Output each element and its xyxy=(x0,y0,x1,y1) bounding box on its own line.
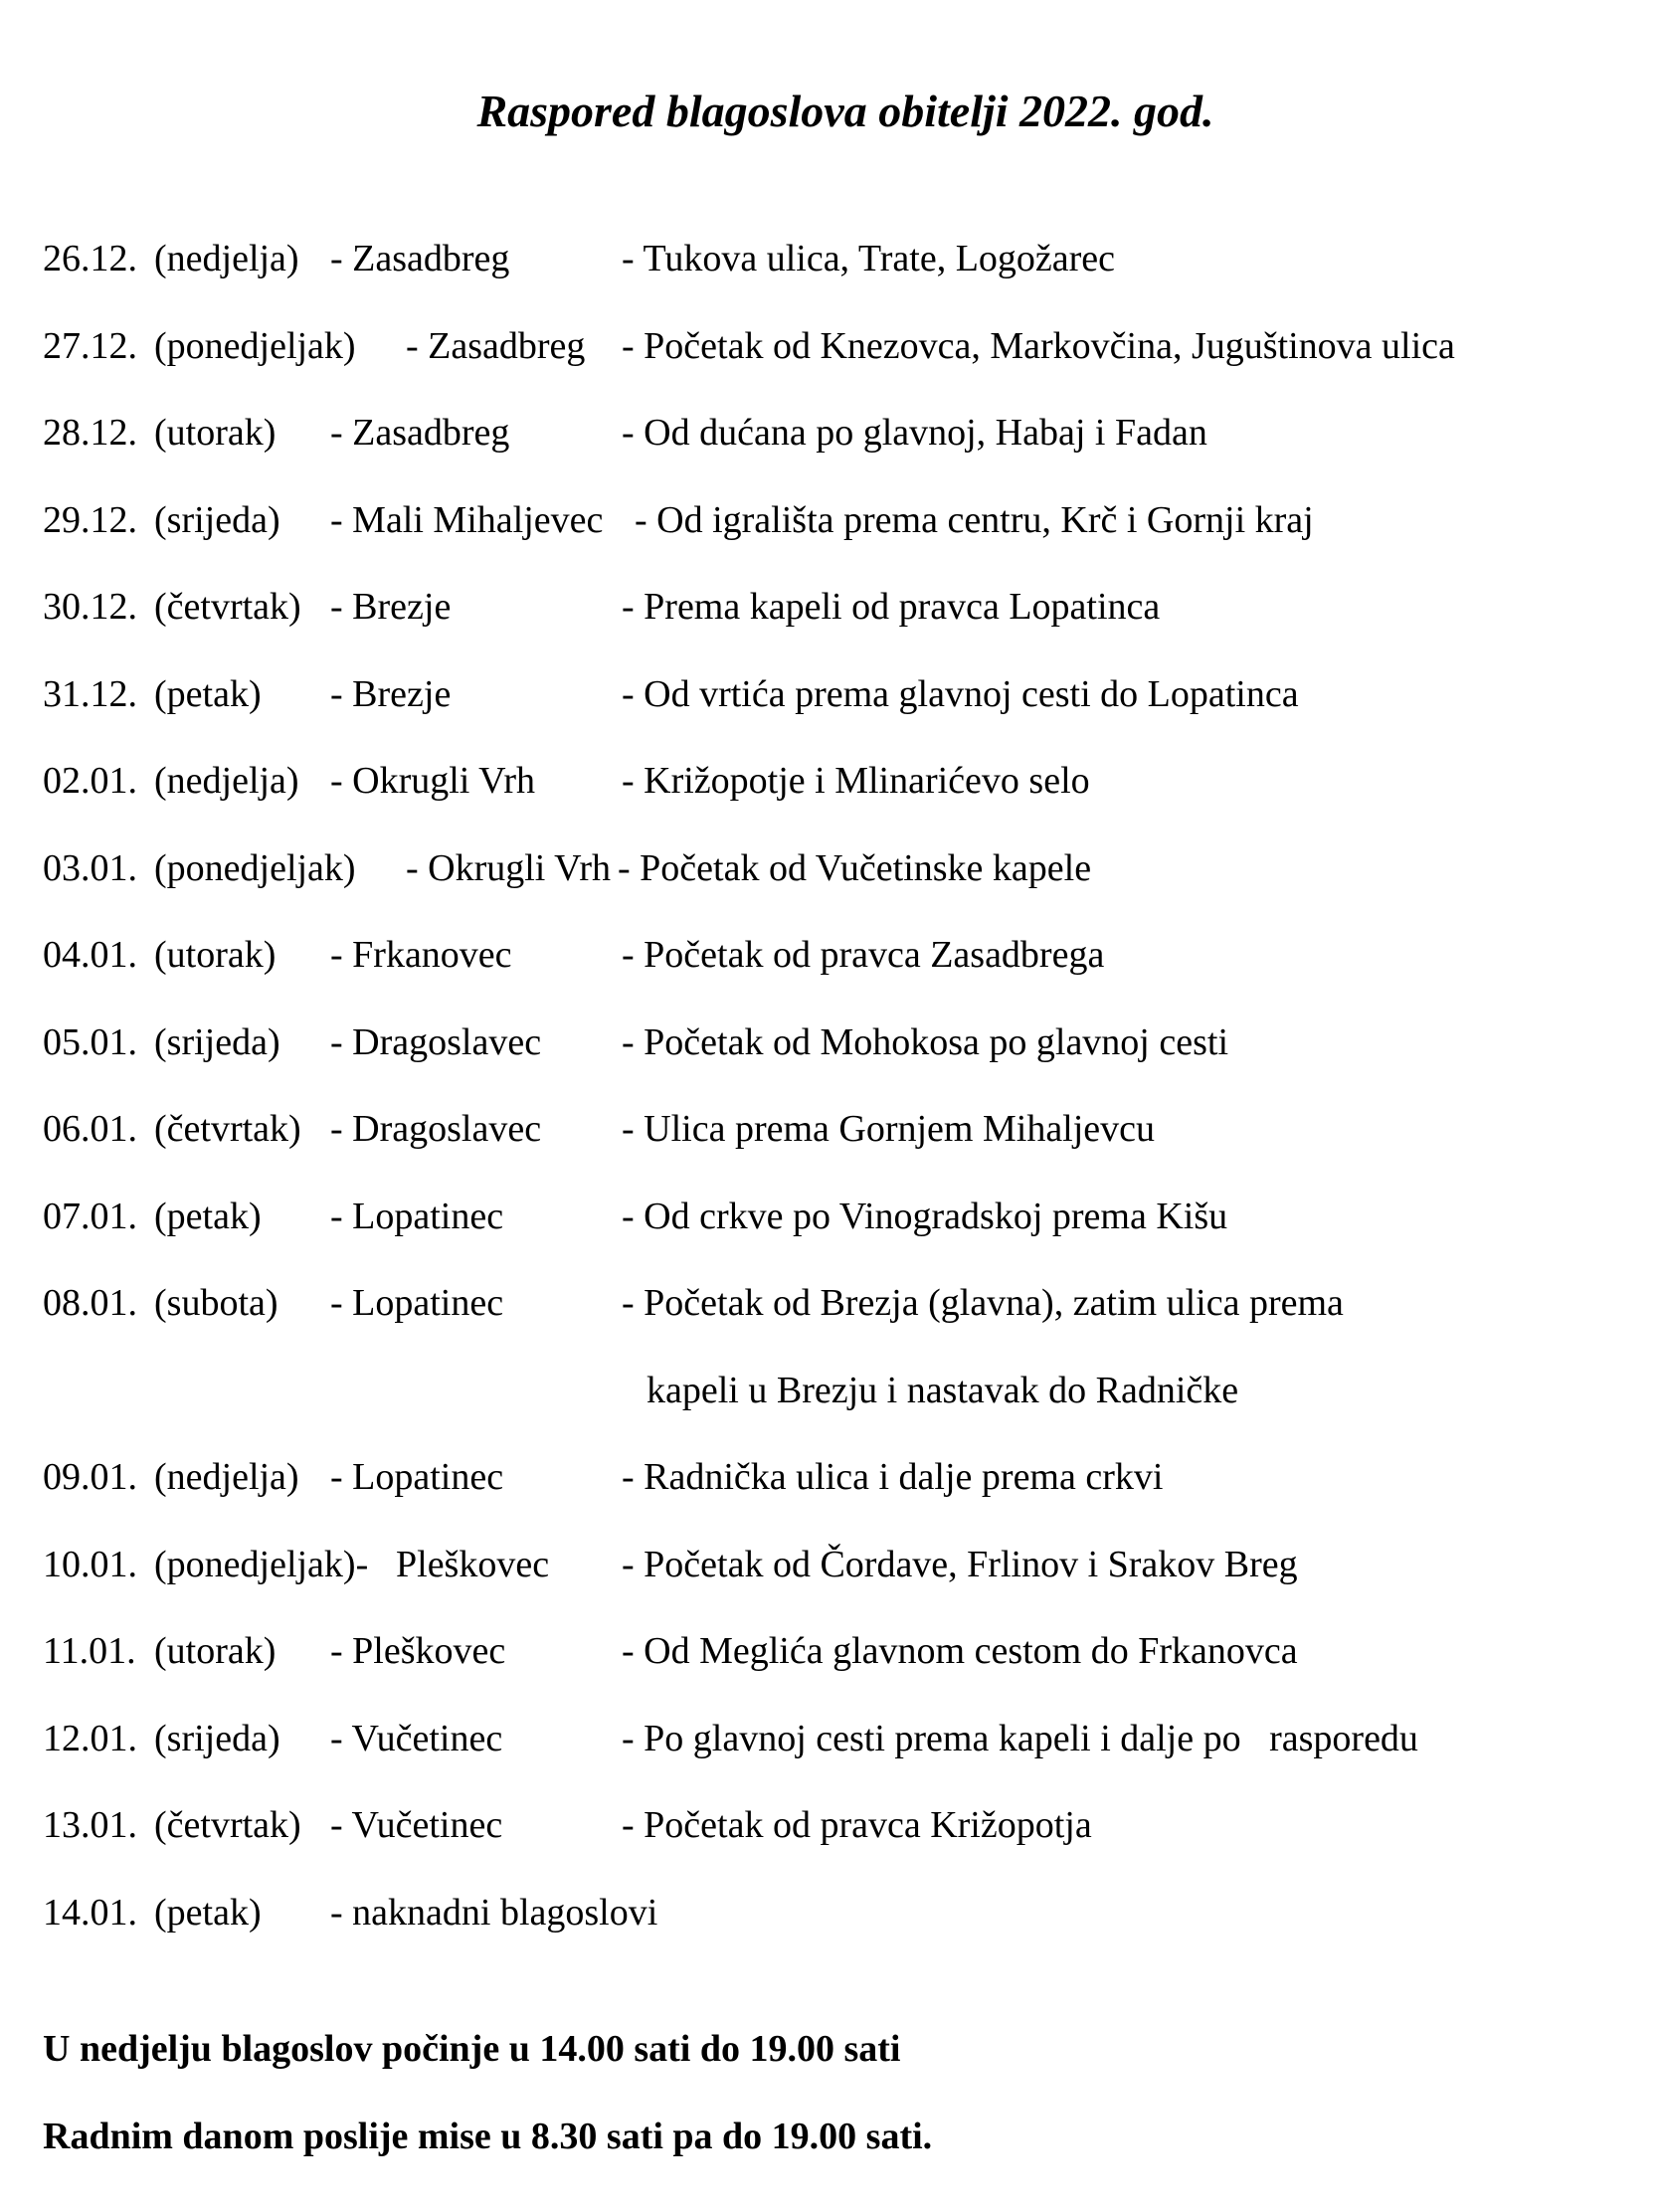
schedule-row xyxy=(43,316,1634,404)
row-day: (subota) xyxy=(154,1282,278,1324)
schedule-row xyxy=(43,1013,1634,1100)
row-day: (petak) xyxy=(154,1195,262,1237)
row-day: (utorak) xyxy=(154,412,277,454)
schedule-row-continuation xyxy=(43,1361,1634,1448)
row-date: 09.01. xyxy=(43,1456,137,1498)
row-date: 06.01. xyxy=(43,1108,137,1150)
row-place: - Zasadbreg xyxy=(330,412,510,454)
row-day: (četvrtak) xyxy=(154,586,301,628)
row-place: - Vučetinec xyxy=(330,1804,503,1846)
row-place: - Lopatinec xyxy=(330,1282,504,1324)
schedule-row xyxy=(43,664,1634,752)
row-date: 05.01. xyxy=(43,1020,137,1063)
row-date: 14.01. xyxy=(43,1891,137,1934)
row-area: - Početak od Mohokosa po glavnoj cesti xyxy=(622,1020,1229,1063)
schedule-row xyxy=(43,1187,1634,1274)
row-place: - Zasadbreg xyxy=(406,324,586,367)
schedule-row xyxy=(43,925,1634,1013)
row-day: (ponedjeljak) xyxy=(154,846,356,889)
schedule-row xyxy=(43,1273,1634,1361)
schedule-row xyxy=(43,1447,1634,1535)
row-date: 29.12. xyxy=(43,498,137,541)
row-place: - Pleškovec xyxy=(330,1630,506,1672)
schedule-row xyxy=(43,1099,1634,1187)
row-area: - Tukova ulica, Trate, Logožarec xyxy=(622,238,1116,279)
row-area: - Od Meglića glavnom cestom do Frkanovca xyxy=(622,1630,1298,1672)
row-date: 30.12. xyxy=(43,586,137,628)
row-day: (ponedjeljak)- xyxy=(154,1543,369,1585)
row-area: - Početak od Čordave, Frlinov i Srakov Breg xyxy=(622,1543,1298,1585)
row-place: - Okrugli Vrh xyxy=(406,846,611,889)
row-area: - Ulica prema Gornjem Mihaljevcu xyxy=(622,1108,1156,1150)
row-date: 02.01. xyxy=(43,760,137,802)
row-date: 31.12. xyxy=(43,672,137,715)
row-place: - Mali Mihaljevec xyxy=(330,498,604,541)
row-day: (utorak) xyxy=(154,934,277,976)
row-place: - Lopatinec xyxy=(330,1456,504,1498)
row-area: - Početak od pravca Zasadbrega xyxy=(622,934,1105,976)
row-date: 07.01. xyxy=(43,1195,137,1237)
row-date: 04.01. xyxy=(43,934,137,976)
workday-time-note: Radnim danom poslije mise u 8.30 sati pa do 19.00 sati. xyxy=(43,2116,933,2157)
schedule-row xyxy=(43,838,1634,926)
row-place: - naknadni blagoslovi xyxy=(330,1891,658,1934)
row-date: 03.01. xyxy=(43,846,137,889)
row-area: - Početak od Brezja (glavna), zatim ulica prema xyxy=(622,1282,1344,1324)
row-day: (srijeda) xyxy=(154,498,280,541)
row-area: - Početak od Vučetinske kapele xyxy=(618,846,1092,889)
row-date: 12.01. xyxy=(43,1717,137,1759)
sunday-time-note: U nedjelju blagoslov počinje u 14.00 sati do 19.00 sati xyxy=(43,2028,901,2070)
row-date: 27.12. xyxy=(43,324,137,367)
row-day: (srijeda) xyxy=(154,1717,280,1759)
row-date: 11.01. xyxy=(43,1630,136,1672)
row-area: kapeli u Brezju i nastavak do Radničke xyxy=(647,1369,1239,1411)
schedule-row xyxy=(43,403,1634,490)
schedule-row xyxy=(43,490,1634,578)
row-area: - Početak od Knezovca, Markovčina, Juguštinova ulica xyxy=(622,324,1455,367)
row-place: - Dragoslavec xyxy=(330,1108,542,1150)
document-title: Raspored blagoslova obitelji 2022. god. xyxy=(476,86,1214,136)
row-area: - Od dućana po glavnoj, Habaj i Fadan xyxy=(622,412,1207,454)
schedule-row xyxy=(43,577,1634,664)
row-date: 10.01. xyxy=(43,1543,137,1585)
row-place: - Frkanovec xyxy=(330,934,512,976)
row-place: - Okrugli Vrh xyxy=(330,760,535,802)
row-area: - Od crkve po Vinogradskoj prema Kišu xyxy=(622,1195,1228,1237)
row-area: - Početak od pravca Križopotja xyxy=(622,1804,1092,1846)
row-place: - Zasadbreg xyxy=(330,238,510,279)
schedule-row xyxy=(43,1795,1634,1883)
row-place: - Lopatinec xyxy=(330,1195,504,1237)
row-area: - Radnička ulica i dalje prema crkvi xyxy=(622,1456,1164,1498)
schedule-list xyxy=(43,229,1634,1969)
row-place: - Dragoslavec xyxy=(330,1020,542,1063)
row-area: - Od igrališta prema centru, Krč i Gornji kraj xyxy=(635,498,1314,541)
row-area: - Od vrtića prema glavnoj cesti do Lopatinca xyxy=(622,672,1299,715)
row-area: - Prema kapeli od pravca Lopatinca xyxy=(622,586,1161,628)
row-place: - Brezje xyxy=(330,586,452,628)
row-date: 26.12. xyxy=(43,238,137,279)
schedule-row xyxy=(43,229,1634,316)
row-day: (petak) xyxy=(154,672,262,715)
schedule-row xyxy=(43,751,1634,838)
row-day: (nedjelja) xyxy=(154,1456,299,1498)
row-day: (petak) xyxy=(154,1891,262,1934)
row-place: - Vučetinec xyxy=(330,1717,503,1759)
row-date: 13.01. xyxy=(43,1804,137,1846)
row-date: 28.12. xyxy=(43,412,137,454)
row-day: (nedjelja) xyxy=(154,238,299,279)
schedule-row xyxy=(43,1535,1634,1622)
row-place: Pleškovec xyxy=(396,1543,550,1585)
row-date: 08.01. xyxy=(43,1282,137,1324)
row-day: (četvrtak) xyxy=(154,1108,301,1150)
schedule-row xyxy=(43,1709,1634,1796)
row-day: (nedjelja) xyxy=(154,760,299,802)
row-day: (srijeda) xyxy=(154,1020,280,1063)
schedule-row xyxy=(43,1621,1634,1709)
row-day: (utorak) xyxy=(154,1630,277,1672)
row-day: (četvrtak) xyxy=(154,1804,301,1846)
schedule-row xyxy=(43,1883,1634,1970)
row-place: - Brezje xyxy=(330,672,452,715)
row-day: (ponedjeljak) xyxy=(154,324,356,367)
row-area: - Po glavnoj cesti prema kapeli i dalje po rasporedu xyxy=(622,1717,1418,1759)
row-area: - Križopotje i Mlinarićevo selo xyxy=(622,760,1090,802)
